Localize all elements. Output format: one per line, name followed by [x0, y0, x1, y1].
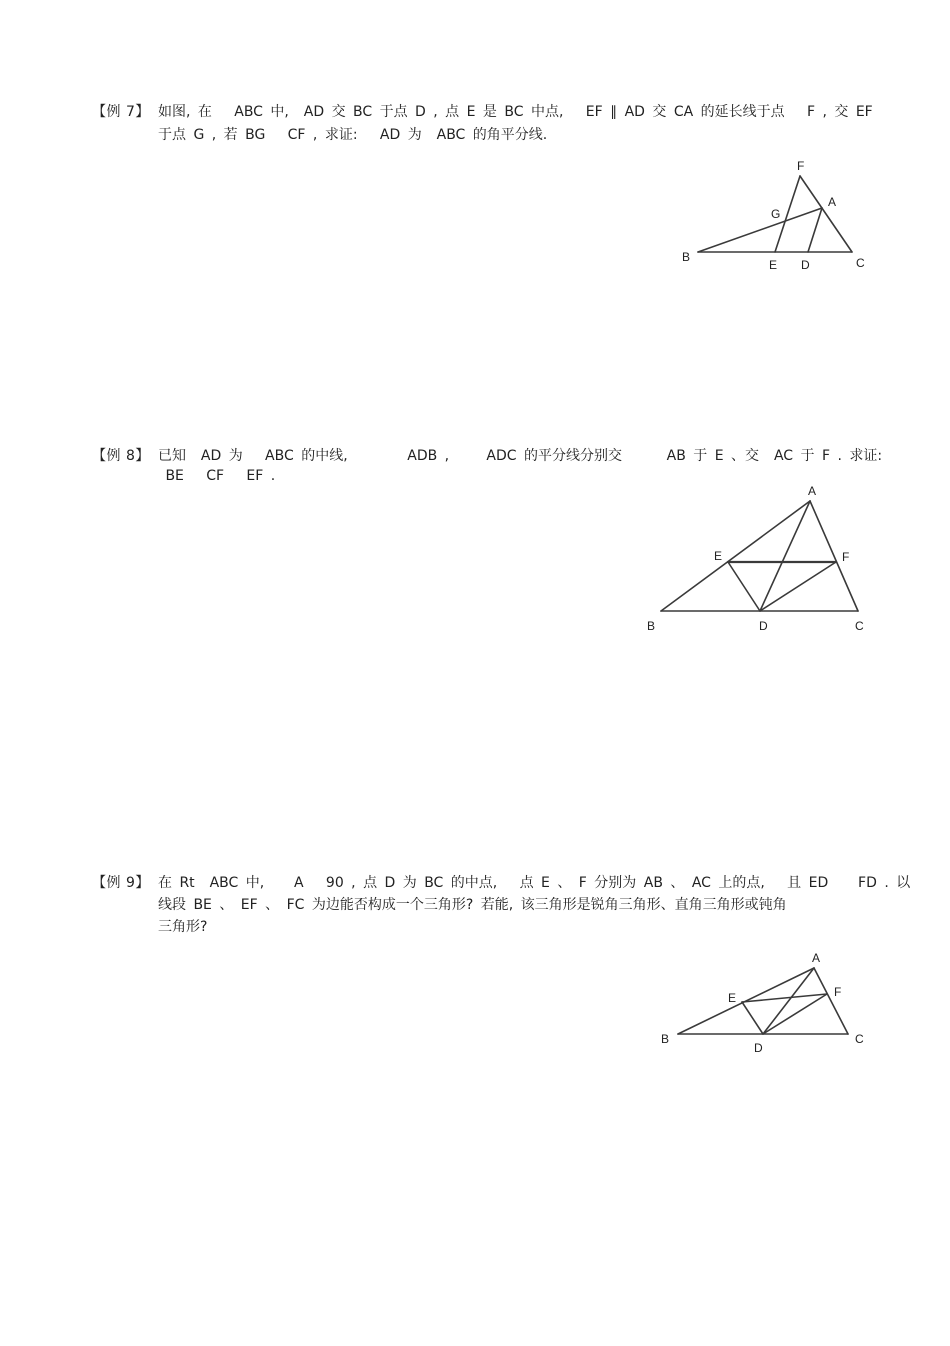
label-c: C [856, 256, 865, 270]
example-8-figure [640, 480, 880, 640]
example-9-line-3: 三角形? [158, 919, 208, 935]
example-9-tag: 【例 9】 [92, 875, 150, 891]
segment-ed [728, 562, 760, 611]
label-e: E [769, 258, 778, 272]
example-8-tag: 【例 8】 [92, 448, 150, 464]
example-7-line-2: 于点 G , 若 BG CF , 求证: AD 为 ABC 的角平分线. [158, 127, 548, 143]
example-7-line-1: 如图, 在 ABC 中, AD 交 BC 于点 D , 点 E 是 BC 中点, EF ∥ AD 交 CA 的延长线于点 F , 交 EF [158, 104, 873, 120]
example-9-figure [650, 945, 880, 1060]
label-b: B [682, 250, 691, 264]
segment-ac [814, 968, 848, 1034]
segment-ba [661, 501, 810, 611]
segment-cf [800, 176, 852, 252]
label-c: C [855, 1032, 864, 1046]
segment-ba [698, 208, 822, 252]
label-b: B [661, 1032, 670, 1046]
example-9-line-2: 线段 BE 、 EF 、 FC 为边能否构成一个三角形? 若能, 该三角形是锐角三角形、直角三角形或钝角 [158, 897, 787, 913]
label-b: B [647, 619, 656, 633]
label-d: D [801, 258, 810, 272]
example-9-line-1: 在 Rt ABC 中, A 90 , 点 D 为 BC 的中点, 点 E 、 F 分别为 AB 、 AC 上的点, 且 ED FD . 以 [158, 875, 911, 891]
label-d: D [759, 619, 768, 633]
label-d: D [754, 1041, 763, 1055]
example-8-line-1: 已知 AD 为 ABC 的中线, ADB , ADC 的平分线分别交 AB 于 E 、交 AC 于 F . 求证: [158, 448, 883, 464]
example-7-figure [670, 150, 880, 280]
label-a: A [828, 195, 837, 209]
label-e: E [728, 991, 737, 1005]
label-e: E [714, 549, 723, 563]
label-f: F [834, 985, 842, 999]
segment-ac [810, 501, 858, 611]
example-7-tag: 【例 7】 [92, 104, 150, 120]
example-8-line-2: BE CF EF . [158, 468, 276, 484]
segment-ad [763, 968, 814, 1034]
segment-ad [808, 208, 822, 252]
label-a: A [808, 484, 817, 498]
label-f: F [842, 550, 850, 564]
segment-ed [742, 1002, 763, 1034]
segment-fd [763, 994, 827, 1034]
label-g: G [771, 207, 781, 221]
label-c: C [855, 619, 864, 633]
segment-ef [742, 994, 827, 1002]
label-f: F [797, 159, 805, 173]
label-a: A [812, 951, 821, 965]
